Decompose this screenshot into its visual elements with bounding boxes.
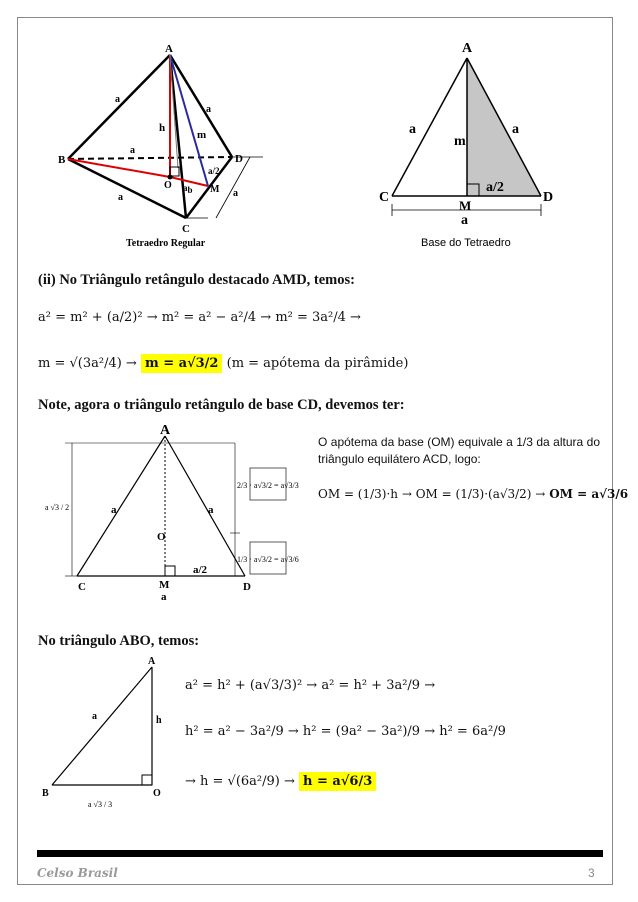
acd-label-side-left: a — [111, 504, 117, 516]
footer-author: Celso Brasil — [37, 866, 118, 880]
base-label-m-point: M — [459, 198, 472, 213]
tetra-label-m: M — [210, 184, 220, 195]
apothem-result-highlight: m = a√3/2 — [141, 354, 223, 373]
base-label-d: D — [543, 190, 554, 205]
acd-label-o: O — [157, 531, 166, 543]
acd-bottom-formula: 1/3 · a√3/2 = a√3/6 — [237, 555, 299, 564]
tetra-label-a-half: a/2 — [208, 166, 220, 176]
apothem-note: O apótema da base (OM) equivale a 1/3 da altura do triângulo equilátero ACD, logo: — [318, 435, 600, 466]
acd-top-formula: 2/3 · a√3/2 = a√3/3 — [237, 481, 299, 490]
tetra-label-o: O — [164, 180, 172, 191]
tetra-label-edge-bc: a — [118, 192, 123, 203]
tetra-label-d: D — [235, 153, 243, 165]
section-ii-eq1: a² = m² + (a/2)² → m² = a² − a²/4 → m² = 3a²/4 → — [38, 310, 361, 325]
section-ii-eq2-note: (m = apótema da pirâmide) — [226, 356, 409, 371]
abo-base-formula: a √3 / 3 — [88, 800, 113, 809]
section-ii-eq2-start: m = √(3a²/4) → — [38, 356, 137, 371]
footer-bar — [37, 850, 603, 857]
tetra-label-h: h — [159, 122, 166, 134]
section-cd-heading: Note, agora o triângulo retângulo de base CD, devemos ter: — [38, 397, 405, 413]
acd-label-m: M — [159, 579, 170, 591]
section-abo-heading: No triângulo ABO, temos: — [38, 633, 200, 649]
abo-label-o: O — [153, 788, 161, 799]
tetra-label-c: C — [182, 223, 190, 235]
acd-label-side-right: a — [208, 504, 214, 516]
base-label-m: m — [454, 134, 466, 149]
section-abo-eq2: h² = a² − 3a²/9 → h² = (9a² − 3a²)/9 → h² = 6a²/9 — [185, 724, 506, 739]
base-label-side-right: a — [512, 122, 519, 137]
acd-triangle-figure — [45, 418, 310, 603]
tetra-label-ab: ab — [183, 183, 193, 195]
tetra-label-edge-cd: a — [233, 188, 238, 199]
tetra-label-b: B — [58, 154, 66, 166]
tetra-label-edge-ab: a — [115, 94, 120, 105]
tetra-label-m-apothem: m — [197, 129, 207, 141]
section-ii-eq2 — [38, 356, 408, 371]
base-label-a-half: a/2 — [486, 180, 504, 195]
tetra-label-a: A — [165, 43, 173, 55]
abo-label-a-vertex: A — [148, 656, 156, 667]
base-caption: Base do Tetraedro — [421, 237, 511, 249]
section-cd-eq — [318, 487, 628, 501]
base-label-side-left: a — [409, 122, 416, 137]
acd-label-a-bottom: a — [161, 591, 167, 603]
section-cd-eq-start: OM = (1/3)·h → OM = (1/3)·(a√3/2) → — [318, 487, 546, 501]
acd-label-a-half: a/2 — [193, 564, 208, 576]
tetra-caption: Tetraedro Regular — [126, 238, 206, 249]
acd-label-d: D — [243, 581, 251, 593]
height-result-highlight: h = a√6/3 — [299, 772, 376, 791]
abo-label-b: B — [42, 788, 49, 799]
base-label-c: C — [379, 190, 390, 205]
acd-label-a-vertex: A — [160, 423, 171, 438]
abo-triangle-figure — [40, 655, 175, 825]
page-number: 3 — [588, 866, 595, 880]
base-triangle-figure — [375, 38, 560, 253]
section-abo-eq3-start: → h = √(6a²/9) → — [185, 774, 295, 789]
tetrahedron-figure — [58, 40, 273, 250]
tetra-label-edge-ad: a — [206, 104, 211, 115]
section-abo-eq1: a² = h² + (a√3/3)² → a² = h² + 3a²/9 → — [185, 678, 436, 693]
section-ii-heading: (ii) No Triângulo retângulo destacado AMD, temos: — [38, 272, 355, 288]
base-label-a-bottom: a — [461, 213, 468, 228]
acd-side-formula: a √3 / 2 — [45, 503, 70, 512]
abo-label-a-side: a — [92, 711, 97, 722]
abo-label-h: h — [156, 715, 162, 726]
tetra-label-edge-bd: a — [130, 145, 135, 156]
section-abo-eq3 — [185, 774, 376, 789]
base-label-a-vertex: A — [462, 41, 473, 56]
acd-label-c: C — [78, 581, 86, 593]
om-result: OM = a√3/6 — [549, 487, 629, 501]
